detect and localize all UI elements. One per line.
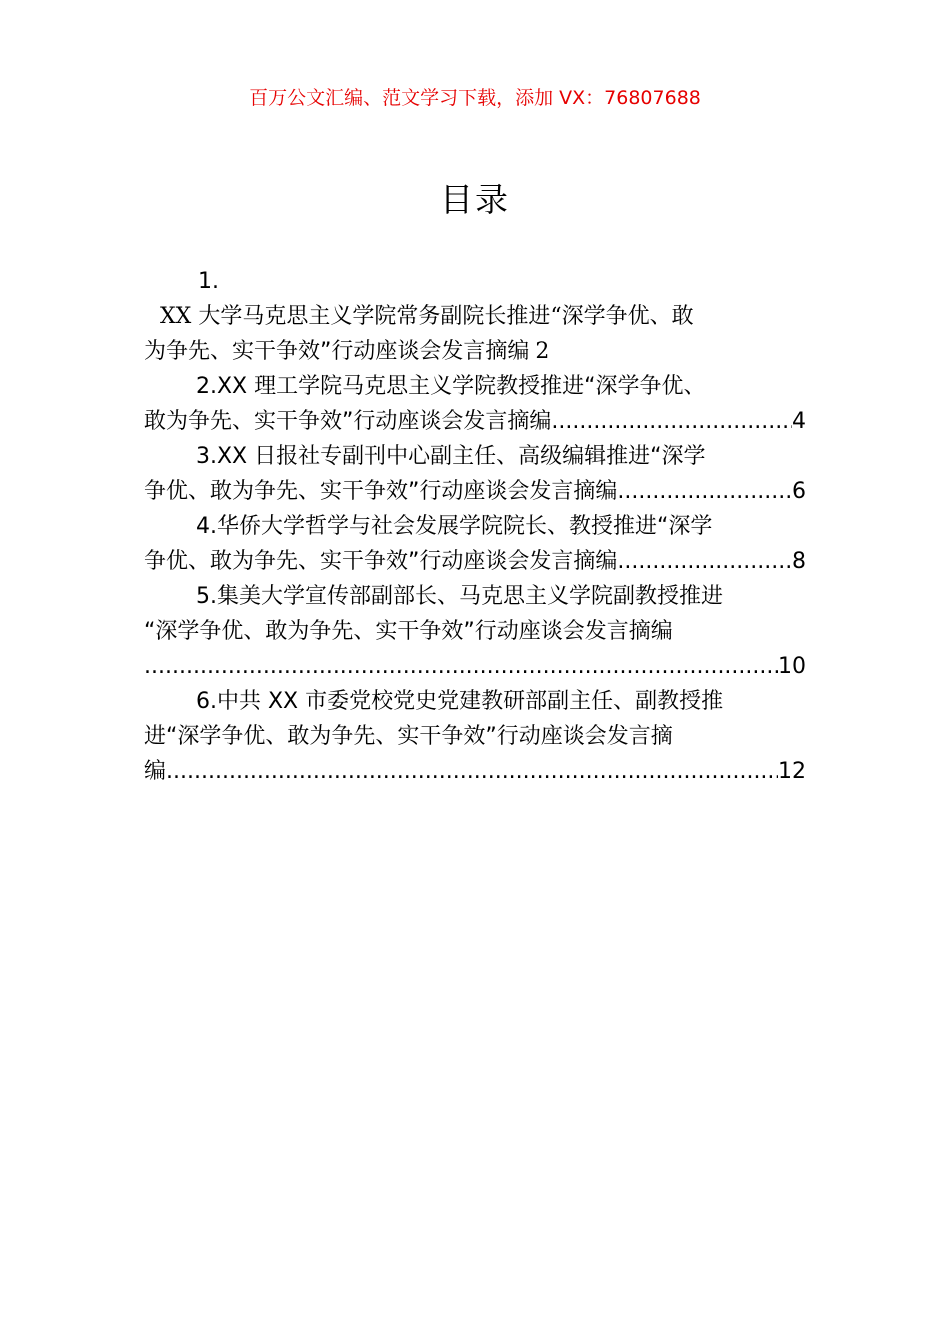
toc-entry[interactable] xyxy=(144,509,806,579)
toc-entry-number: 1. xyxy=(198,269,219,294)
toc-entry-text: 为争先、实干争效”行动座谈会发言摘编 xyxy=(144,339,530,364)
toc-entry[interactable] xyxy=(144,684,806,789)
toc-entry-text: 争优、敢为争先、实干争效”行动座谈会发言摘编 xyxy=(144,549,618,574)
toc-entry-text: “深学争优、敢为争先、实干争效”行动座谈会发言摘编 xyxy=(144,619,673,644)
toc-leader-dots xyxy=(617,544,792,579)
toc-title: 目录 xyxy=(440,180,510,219)
toc-entry-text: 6.中共 XX 市委党校党史党建教研部副主任、副教授推 xyxy=(196,689,724,714)
toc-entry-line xyxy=(144,684,806,719)
toc-entry-line xyxy=(144,509,806,544)
toc-list xyxy=(144,264,806,789)
toc-leader-dots xyxy=(551,404,792,439)
toc-entry[interactable] xyxy=(144,369,806,439)
toc-entry-page: 2 xyxy=(535,339,550,364)
toc-entry-line xyxy=(144,474,806,509)
toc-entry-line xyxy=(144,544,806,579)
toc-entry-line xyxy=(144,579,806,614)
toc-leader-dots xyxy=(617,474,792,509)
toc-entry[interactable] xyxy=(144,579,806,684)
toc-entry-text: 争优、敢为争先、实干争效”行动座谈会发言摘编 xyxy=(144,479,618,504)
toc-entry-page: 10 xyxy=(778,654,806,679)
toc-entry-line xyxy=(144,404,806,439)
toc-entry-page: 12 xyxy=(778,759,806,784)
toc-entry-line xyxy=(144,754,806,789)
toc-entry-page: 6 xyxy=(792,479,806,504)
toc-entry-page: 8 xyxy=(792,549,806,574)
toc-entry-text: 2.XX 理工学院马克思主义学院教授推进“深学争优、 xyxy=(196,374,706,399)
toc-leader-dots xyxy=(166,754,778,789)
toc-entry-line: XX 大学马克思主义学院常务副院长推进“深学争优、敢 xyxy=(160,304,694,329)
toc-entry-text: 3.XX 日报社专副刊中心副主任、高级编辑推进“深学 xyxy=(196,444,706,469)
toc-entry-line xyxy=(144,334,806,369)
toc-entry-line xyxy=(144,614,806,649)
toc-entry-text: 4.华侨大学哲学与社会发展学院院长、教授推进“深学 xyxy=(196,514,713,539)
toc-entry-text: 5.集美大学宣传部副部长、马克思主义学院副教授推进 xyxy=(196,584,723,609)
toc-entry[interactable] xyxy=(144,264,806,369)
toc-entry-text: 编 xyxy=(144,759,167,784)
toc-entry-line xyxy=(144,369,806,404)
toc-entry-page: 4 xyxy=(792,409,806,434)
header-note: 百万公文汇编、范文学习下载，添加 VX：76807688 xyxy=(249,87,701,109)
toc-entry-text: 进“深学争优、敢为争先、实干争效”行动座谈会发言摘 xyxy=(144,724,673,749)
toc-entry-line xyxy=(144,439,806,474)
toc-entry-text: 敢为争先、实干争效”行动座谈会发言摘编 xyxy=(144,409,552,434)
toc-entry[interactable] xyxy=(144,439,806,509)
toc-entry-line xyxy=(144,719,806,754)
toc-leader-dots xyxy=(144,649,778,684)
toc-entry-line xyxy=(144,649,806,684)
